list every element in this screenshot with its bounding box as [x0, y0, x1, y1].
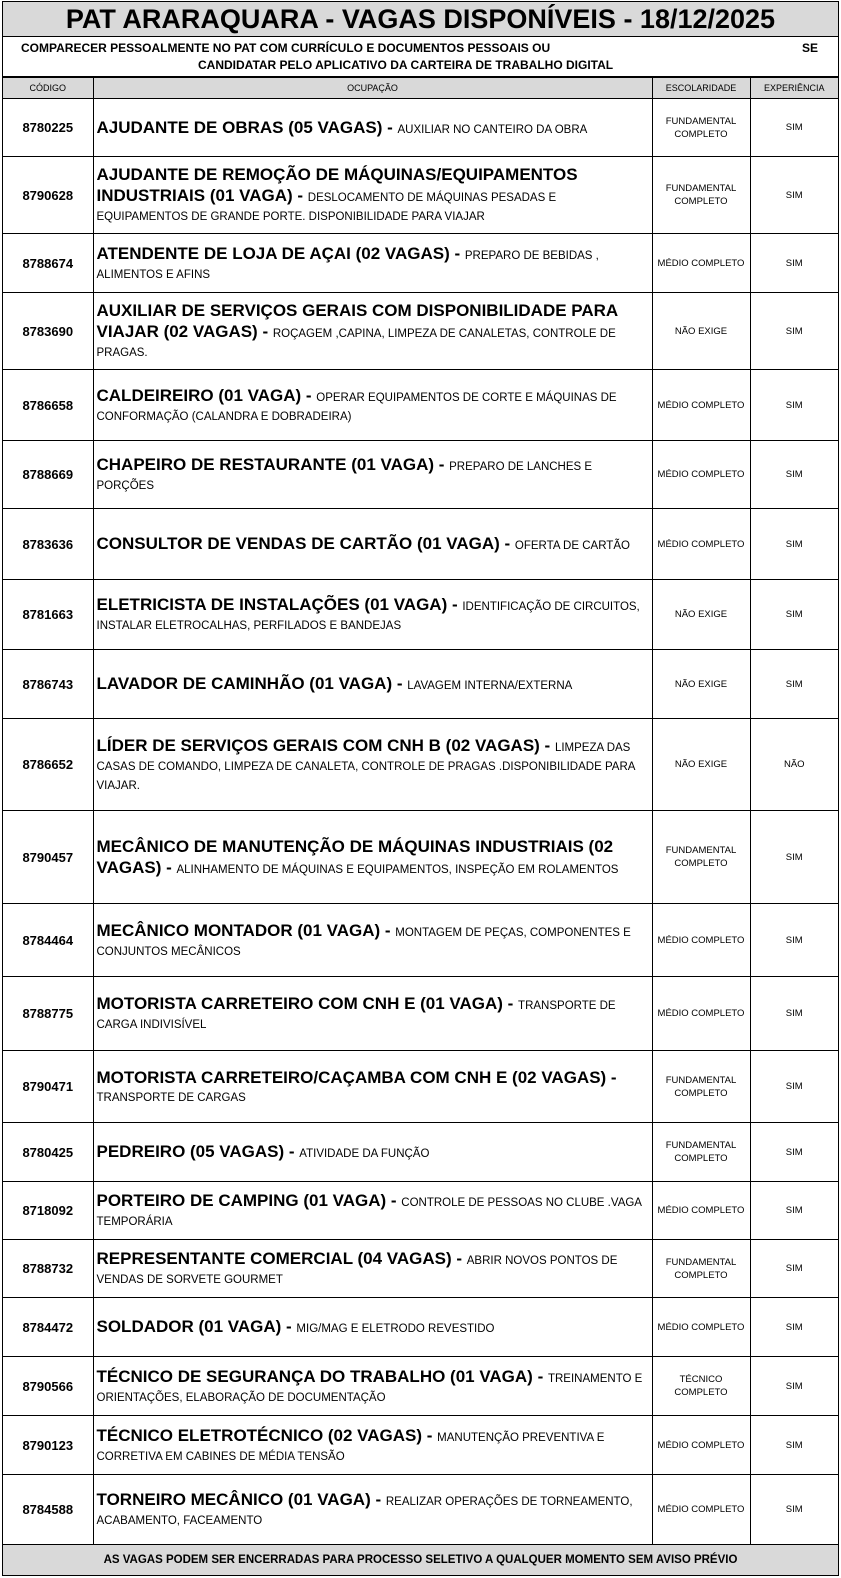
table-row — [3, 1416, 838, 1475]
job-experience: SIM — [750, 293, 838, 370]
table-row — [3, 1051, 838, 1123]
job-title: PORTEIRO DE CAMPING (01 VAGA) - — [96, 1191, 402, 1210]
job-code: 8790471 — [3, 1051, 93, 1123]
job-code: 8783690 — [3, 293, 93, 370]
job-title: TÉCNICO ELETROTÉCNICO (02 VAGAS) - — [96, 1425, 438, 1445]
job-experience: SIM — [750, 977, 838, 1051]
job-title: ELETRICISTA DE INSTALAÇÕES (01 VAGA) - — [96, 595, 463, 614]
job-code: 8790123 — [3, 1416, 93, 1475]
job-code: 8784472 — [3, 1298, 93, 1357]
job-listing-sheet — [2, 1, 839, 1576]
table-row — [3, 904, 838, 977]
job-schooling: MÉDIO COMPLETO — [652, 234, 750, 293]
column-header-escolaridade: ESCOLARIDADE — [652, 78, 750, 99]
table-row — [3, 157, 838, 234]
job-experience: NÃO — [750, 719, 838, 811]
table-row — [3, 234, 838, 293]
job-schooling: FUNDAMENTAL COMPLETO — [652, 1051, 750, 1123]
job-schooling: NÃO EXIGE — [652, 650, 750, 719]
job-code: 8788732 — [3, 1240, 93, 1298]
table-header-row — [3, 78, 838, 99]
job-description: TREINAMENTO E ORIENTAÇÕES, ELABORAÇÃO DE DOCUMENTAÇÃO — [96, 1372, 643, 1404]
job-occupation — [93, 1475, 652, 1545]
job-experience: SIM — [750, 1416, 838, 1475]
job-description: LAVAGEM INTERNA/EXTERNA — [407, 680, 573, 692]
job-title: AJUDANTE DE OBRAS (05 VAGAS) - — [96, 117, 398, 137]
table-row — [3, 719, 838, 811]
job-occupation — [93, 99, 652, 157]
job-code: 8784464 — [3, 904, 93, 977]
job-schooling: MÉDIO COMPLETO — [652, 1416, 750, 1475]
job-title: CHAPEIRO DE RESTAURANTE (01 VAGA) - — [96, 455, 450, 474]
job-description: PREPARO DE BEBIDAS , ALIMENTOS E AFINS — [96, 249, 599, 281]
table-row — [3, 650, 838, 719]
job-experience: SIM — [750, 1475, 838, 1545]
job-experience: SIM — [750, 580, 838, 650]
job-code: 8790566 — [3, 1357, 93, 1416]
job-code: 8790628 — [3, 157, 93, 234]
job-schooling: MÉDIO COMPLETO — [652, 509, 750, 580]
job-experience: SIM — [750, 1357, 838, 1416]
job-description: MANUTENÇÃO PREVENTIVA E CORRETIVA EM CABINES DE MÉDIA TENSÃO — [96, 1431, 605, 1463]
job-experience: SIM — [750, 650, 838, 719]
job-occupation — [93, 811, 652, 904]
job-occupation — [93, 509, 652, 580]
job-experience: SIM — [750, 441, 838, 509]
job-title: TÉCNICO DE SEGURANÇA DO TRABALHO (01 VAGA) - — [96, 1366, 548, 1386]
table-row — [3, 811, 838, 904]
table-row — [3, 1298, 838, 1357]
job-schooling: MÉDIO COMPLETO — [652, 977, 750, 1051]
job-code: 8780425 — [3, 1123, 93, 1182]
job-description: CONTROLE DE PESSOAS NO CLUBE .VAGA TEMPORÁRIA — [96, 1197, 642, 1228]
job-experience: SIM — [750, 157, 838, 234]
job-schooling: MÉDIO COMPLETO — [652, 1475, 750, 1545]
job-schooling: TÉCNICO COMPLETO — [652, 1357, 750, 1416]
job-title: ATENDENTE DE LOJA DE AÇAI (02 VAGAS) - — [96, 243, 465, 263]
job-schooling: MÉDIO COMPLETO — [652, 1298, 750, 1357]
notice-se: SE — [801, 41, 818, 55]
job-occupation — [93, 1123, 652, 1182]
job-code: 8780225 — [3, 99, 93, 157]
job-code: 8783636 — [3, 509, 93, 580]
job-code: 8781663 — [3, 580, 93, 650]
job-description: OFERTA DE CARTÃO — [514, 540, 630, 552]
job-experience: SIM — [750, 1182, 838, 1240]
job-schooling: FUNDAMENTAL COMPLETO — [652, 1240, 750, 1298]
table-row — [3, 509, 838, 580]
job-schooling: FUNDAMENTAL COMPLETO — [652, 99, 750, 157]
job-schooling: MÉDIO COMPLETO — [652, 370, 750, 441]
notice-line-1: COMPARECER PESSOALMENTE NO PAT COM CURRÍCULO E DOCUMENTOS PESSOAIS OU — [21, 41, 551, 55]
job-occupation — [93, 157, 652, 234]
column-header-codigo: CÓDIGO — [3, 78, 93, 99]
job-schooling: NÃO EXIGE — [652, 719, 750, 811]
job-description: ALINHAMENTO DE MÁQUINAS E EQUIPAMENTOS, INSPEÇÃO EM ROLAMENTOS — [176, 863, 619, 876]
job-experience: SIM — [750, 509, 838, 580]
jobs-table — [3, 77, 838, 1545]
instructions-notice — [3, 37, 838, 77]
job-code: 8786658 — [3, 370, 93, 441]
job-code: 8788669 — [3, 441, 93, 509]
job-title: LÍDER DE SERVIÇOS GERAIS COM CNH B (02 VAGAS) - — [96, 735, 555, 755]
job-occupation — [93, 234, 652, 293]
job-code: 8788775 — [3, 977, 93, 1051]
job-experience: SIM — [750, 1051, 838, 1123]
job-description: ABRIR NOVOS PONTOS DE VENDAS DE SORVETE GOURMET — [96, 1255, 618, 1286]
job-schooling: MÉDIO COMPLETO — [652, 441, 750, 509]
job-title: CALDEIREIRO (01 VAGA) - — [96, 385, 317, 405]
job-description: ATIVIDADE DA FUNÇÃO — [299, 1148, 430, 1160]
job-occupation — [93, 1051, 652, 1123]
table-row — [3, 1182, 838, 1240]
job-occupation — [93, 370, 652, 441]
footer-notice: AS VAGAS PODEM SER ENCERRADAS PARA PROCESSO SELETIVO A QUALQUER MOMENTO SEM AVISO PRÉVIO — [3, 1544, 838, 1575]
job-occupation — [93, 719, 652, 811]
job-title: LAVADOR DE CAMINHÃO (01 VAGA) - — [96, 674, 408, 693]
job-experience: SIM — [750, 811, 838, 904]
job-schooling: FUNDAMENTAL COMPLETO — [652, 1123, 750, 1182]
job-title: MOTORISTA CARRETEIRO COM CNH E (01 VAGA) - — [96, 994, 519, 1013]
job-code: 8786652 — [3, 719, 93, 811]
job-occupation — [93, 1298, 652, 1357]
job-occupation — [93, 977, 652, 1051]
page-title: PAT ARARAQUARA - VAGAS DISPONÍVEIS - 18/12/2025 — [3, 2, 838, 37]
job-title: PEDREIRO (05 VAGAS) - — [96, 1142, 300, 1161]
job-code: 8788674 — [3, 234, 93, 293]
job-title: TORNEIRO MECÂNICO (01 VAGA) - — [96, 1490, 386, 1509]
job-occupation — [93, 904, 652, 977]
job-schooling: FUNDAMENTAL COMPLETO — [652, 157, 750, 234]
job-code: 8784588 — [3, 1475, 93, 1545]
job-title: MOTORISTA CARRETEIRO/CAÇAMBA COM CNH E (02 VAGAS) - — [96, 1067, 617, 1087]
job-experience: SIM — [750, 99, 838, 157]
table-row — [3, 1240, 838, 1298]
job-occupation — [93, 293, 652, 370]
job-experience: SIM — [750, 1123, 838, 1182]
job-title: SOLDADOR (01 VAGA) - — [96, 1317, 297, 1336]
notice-line-2: CANDIDATAR PELO APLICATIVO DA CARTEIRA DE TRABALHO DIGITAL — [198, 58, 614, 72]
job-title: CONSULTOR DE VENDAS DE CARTÃO (01 VAGA) - — [96, 534, 515, 553]
jobs-table-body — [3, 99, 838, 1545]
table-row — [3, 1357, 838, 1416]
job-description: IDENTIFICAÇÃO DE CIRCUITOS, INSTALAR ELETROCALHAS, PERFILADOS E BANDEJAS — [96, 601, 640, 632]
job-description: OPERAR EQUIPAMENTOS DE CORTE E MÁQUINAS DE CONFORMAÇÃO (CALANDRA E DOBRADEIRA) — [96, 391, 617, 423]
job-description: REALIZAR OPERAÇÕES DE TORNEAMENTO, ACABAMENTO, FACEAMENTO — [96, 1496, 633, 1527]
job-description: LIMPEZA DAS CASAS DE COMANDO, LIMPEZA DE CANALETA, CONTROLE DE PRAGAS .DISPONIBILIDADE PARA VIAJAR. — [96, 741, 635, 792]
job-description: PREPARO DE LANCHES E PORÇÕES — [96, 461, 593, 492]
job-occupation — [93, 1182, 652, 1240]
job-code: 8718092 — [3, 1182, 93, 1240]
job-description: DESLOCAMENTO DE MÁQUINAS PESADAS E EQUIPAMENTOS DE GRANDE PORTE. DISPONIBILIDADE PARA VIAJAR — [96, 192, 557, 223]
table-row — [3, 1123, 838, 1182]
job-occupation — [93, 1357, 652, 1416]
column-header-ocupacao: OCUPAÇÃO — [93, 78, 652, 99]
table-row — [3, 580, 838, 650]
job-schooling: NÃO EXIGE — [652, 293, 750, 370]
job-title: AUXILIAR DE SERVIÇOS GERAIS COM DISPONIBILIDADE PARA VIAJAR (02 VAGAS) - — [96, 301, 618, 341]
job-schooling: FUNDAMENTAL COMPLETO — [652, 811, 750, 904]
table-row — [3, 293, 838, 370]
job-occupation — [93, 1416, 652, 1475]
table-row — [3, 441, 838, 509]
job-description: MONTAGEM DE PEÇAS, COMPONENTES E CONJUNTOS MECÂNICOS — [96, 926, 631, 958]
job-title: REPRESENTANTE COMERCIAL (04 VAGAS) - — [96, 1249, 467, 1268]
table-row — [3, 1475, 838, 1545]
job-occupation — [93, 1240, 652, 1298]
job-experience: SIM — [750, 1240, 838, 1298]
job-schooling: MÉDIO COMPLETO — [652, 1182, 750, 1240]
job-description: TRANSPORTE DE CARGA INDIVISÍVEL — [96, 1000, 616, 1031]
job-description: MIG/MAG E ELETRODO REVESTIDO — [296, 1323, 495, 1335]
job-schooling: MÉDIO COMPLETO — [652, 904, 750, 977]
job-experience: SIM — [750, 904, 838, 977]
job-experience: SIM — [750, 234, 838, 293]
job-description: ROÇAGEM ,CAPINA, LIMPEZA DE CANALETAS, CONTROLE DE PRAGAS. — [96, 328, 616, 359]
table-row — [3, 99, 838, 157]
table-row — [3, 977, 838, 1051]
job-description: TRANSPORTE DE CARGAS — [96, 1091, 246, 1104]
job-occupation — [93, 580, 652, 650]
job-title: MECÂNICO MONTADOR (01 VAGA) - — [96, 920, 396, 940]
job-experience: SIM — [750, 1298, 838, 1357]
job-code: 8790457 — [3, 811, 93, 904]
job-title: AJUDANTE DE REMOÇÃO DE MÁQUINAS/EQUIPAMENTOS INDUSTRIAIS (01 VAGA) - — [96, 165, 578, 205]
table-row — [3, 370, 838, 441]
column-header-experiencia: EXPERIÊNCIA — [750, 78, 838, 99]
job-experience: SIM — [750, 370, 838, 441]
job-title: MECÂNICO DE MANUTENÇÃO DE MÁQUINAS INDUSTRIAIS (02 VAGAS) - — [96, 836, 614, 877]
job-occupation — [93, 650, 652, 719]
job-code: 8786743 — [3, 650, 93, 719]
job-occupation — [93, 441, 652, 509]
job-schooling: NÃO EXIGE — [652, 580, 750, 650]
job-description: AUXILIAR NO CANTEIRO DA OBRA — [397, 123, 588, 136]
